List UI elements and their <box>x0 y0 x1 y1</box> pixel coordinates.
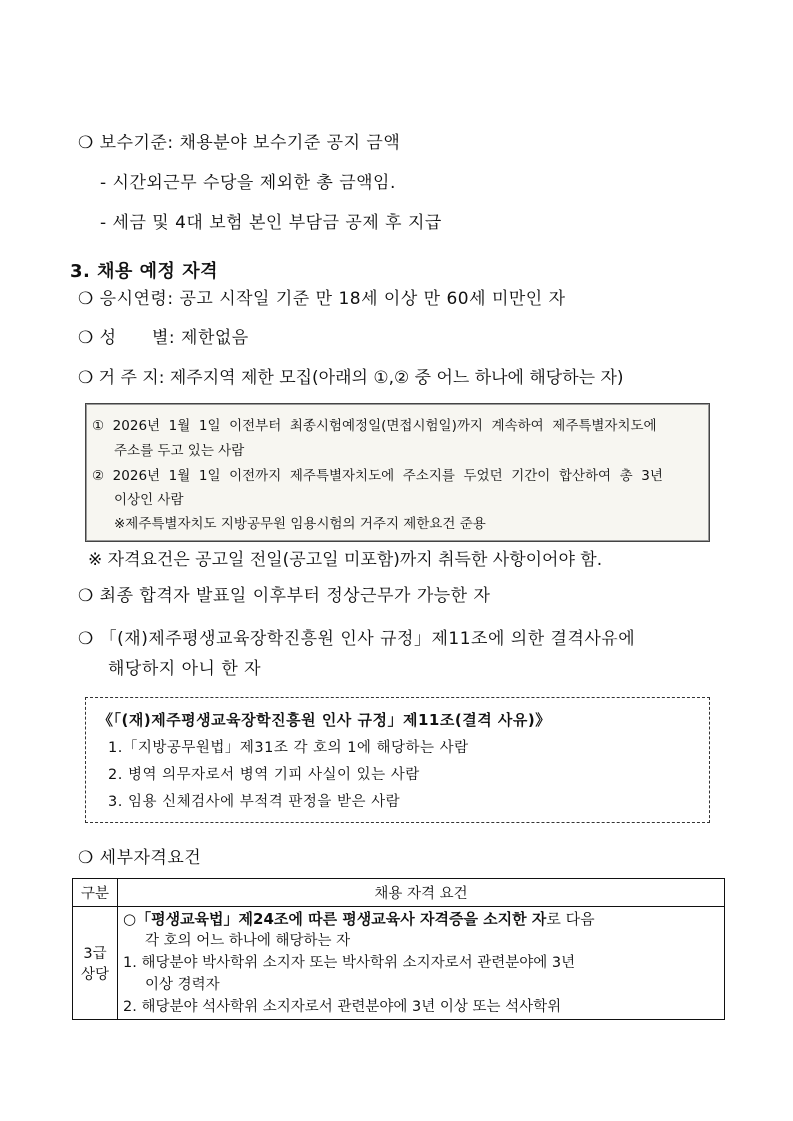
residence-requirement: ❍ 거 주 지: 제주지역 제한 모집(아래의 ①,② 중 어느 하나에 해당하는 자) <box>78 368 624 388</box>
regulation-requirement: ❍ 「(재)제주평생교육장학진흥원 인사 규정」제11조에 의한 결격사유에 <box>78 629 636 649</box>
disqualification-item: 2. 병역 의무자로서 병역 기피 사실이 있는 사람 <box>108 767 420 783</box>
grade-cell <box>73 907 118 1020</box>
pay-note-2: - 세금 및 4대 보험 본인 부담금 공제 후 지급 <box>100 213 442 233</box>
residence-item-1-cont: 주소를 두고 있는 사람 <box>114 443 245 459</box>
residence-item-2-cont: 이상인 사람 <box>114 492 184 508</box>
pay-note-1: - 시간외근무 수당을 제외한 총 금액임. <box>100 173 396 193</box>
residence-box <box>85 403 710 542</box>
detail-heading: ❍ 세부자격요건 <box>78 848 202 868</box>
requirement-line: 각 호의 어느 하나에 해당하는 자 <box>145 933 351 949</box>
disqualification-title: 《「(재)제주평생교육장학진흥원 인사 규정」제11조(결격 사유)》 <box>98 711 551 729</box>
header-category: 구분 <box>73 879 118 907</box>
disqualification-item: 3. 임용 신체검사에 부적격 판정을 받은 사람 <box>108 794 401 810</box>
requirement-line: 2. 해당분야 석사학위 소지자로서 관련분야에 3년 이상 또는 석사학위 <box>123 999 562 1015</box>
final-requirement: ❍ 최종 합격자 발표일 이후부터 정상근무가 가능한 자 <box>78 586 491 606</box>
residence-item-2: ② 2026년 1월 1일 이전까지 제주특별자치도에 주소지를 두었던 기간이 합산하여 총 3년 <box>92 468 663 484</box>
header-requirements: 채용 자격 요건 <box>118 879 725 907</box>
regulation-requirement-cont: 해당하지 아니 한 자 <box>108 659 262 679</box>
disqualification-box <box>85 697 710 823</box>
section-heading: 3. 채용 예정 자격 <box>70 261 218 282</box>
requirement-line: 1. 해당분야 박사학위 소지자 또는 박사학위 소지자로서 관련분야에 3년 <box>123 955 576 971</box>
grade-line: 상당 <box>80 967 109 983</box>
requirement-rest: 로 다음 <box>546 910 595 928</box>
gender-requirement: ❍ 성 별: 제한없음 <box>78 328 249 348</box>
pay-standard: ❍ 보수기준: 채용분야 보수기준 공지 금액 <box>78 133 401 153</box>
requirements-cell <box>118 907 725 1020</box>
residence-item-1: ① 2026년 1월 1일 이전부터 최종시험예정일(면접시험일)까지 계속하여 제주특별자치도에 <box>92 418 657 434</box>
qualification-note: ※ 자격요건은 공고일 전일(공고일 미포함)까지 취득한 사항이어야 함. <box>88 550 603 570</box>
requirement-line: 이상 경력자 <box>145 977 220 993</box>
requirement-bold: ○「평생교육법」제24조에 따른 평생교육사 자격증을 소지한 자 <box>123 910 547 928</box>
grade-line: 3급 <box>83 946 107 962</box>
disqualification-item: 1.「지방공무원법」제31조 각 호의 1에 해당하는 사람 <box>108 740 469 756</box>
residence-note: ※제주특별자치도 지방공무원 임용시험의 거주지 제한요건 준용 <box>114 516 486 532</box>
qualification-table <box>72 878 725 1020</box>
age-requirement: ❍ 응시연령: 공고 시작일 기준 만 18세 이상 만 60세 미만인 자 <box>78 289 566 309</box>
